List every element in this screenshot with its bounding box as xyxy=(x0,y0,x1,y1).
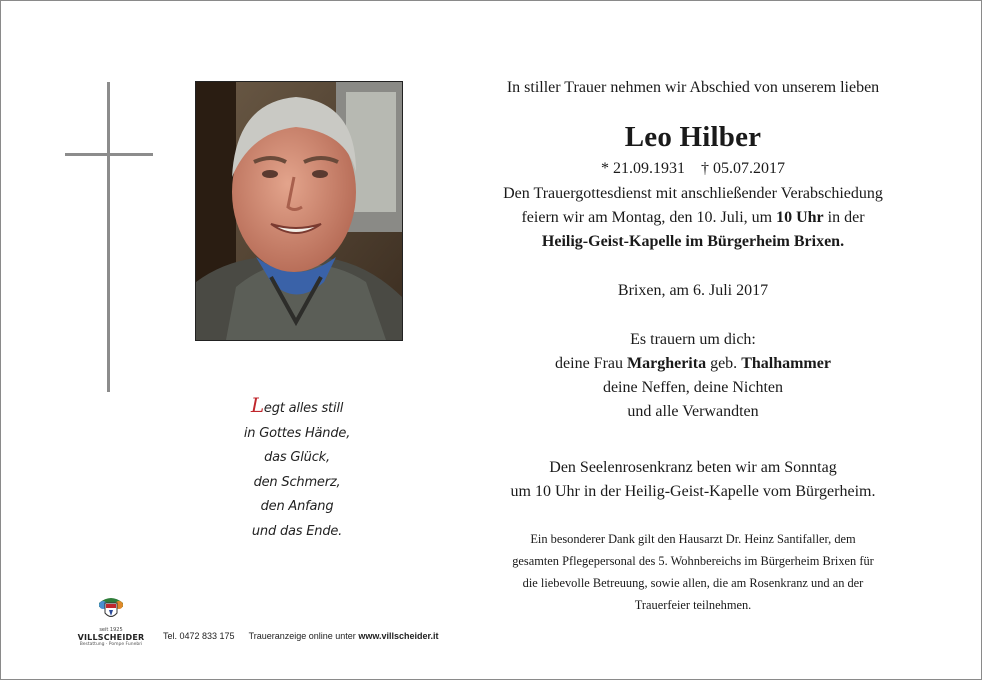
rosary-info xyxy=(453,456,933,504)
service-line: Den Trauergottesdienst mit anschließender Verabschiedung xyxy=(503,185,883,202)
villscheider-crest-icon xyxy=(93,593,129,621)
logo xyxy=(71,593,151,647)
phone: Tel. 0472 833 175 xyxy=(163,631,235,641)
service-time: 10 Uhr xyxy=(776,209,824,226)
portrait-photo xyxy=(195,81,403,341)
service-text: in der xyxy=(823,209,865,226)
death-date: † 05.07.2017 xyxy=(701,160,785,177)
mourner-line: und alle Verwandten xyxy=(627,403,759,420)
rosary-line: Den Seelenrosenkranz beten wir am Sonntag xyxy=(549,459,837,476)
service-text: feiern wir am Montag, den 10. Juli, um xyxy=(521,209,777,226)
service-line xyxy=(453,206,933,230)
service-location xyxy=(453,230,933,254)
thanks-note xyxy=(453,528,933,616)
poem xyxy=(197,393,397,545)
website-link[interactable]: www.villscheider.it xyxy=(358,631,439,641)
cross-icon-bar xyxy=(65,153,153,156)
thanks-line: gesamten Pflegepersonal des 5. Wohnbereichs im Bürgerheim Brixen für xyxy=(512,554,874,568)
place-date: Brixen, am 6. Juli 2017 xyxy=(617,282,769,299)
mourners xyxy=(453,328,933,424)
poem-line-text: egt alles still xyxy=(263,401,344,416)
thanks-line: Trauerfeier teilnehmen. xyxy=(634,598,752,612)
poem-line: und das Ende. xyxy=(251,523,343,539)
service-location-text: Heilig-Geist-Kapelle im Bürgerheim Brixen. xyxy=(541,233,845,250)
intro-text: In stiller Trauer nehmen wir Abschied von unserem lieben xyxy=(506,79,880,96)
online-label: Traueranzeige online unter xyxy=(248,631,359,641)
birth-date: * 21.09.1931 xyxy=(601,160,685,177)
thanks-line: Ein besonderer Dank gilt den Hausarzt Dr. Heinz Santifaller, dem xyxy=(530,532,856,546)
logo-tagline: Bestattung · Pompe Funebri xyxy=(79,642,143,647)
poem-line xyxy=(197,393,397,422)
footer xyxy=(71,593,471,653)
poem-initial: L xyxy=(250,393,264,417)
mourners-heading: Es trauern um dich: xyxy=(630,331,756,348)
wife-first-name: Margherita xyxy=(627,355,707,372)
wife-maiden-name: Thalhammer xyxy=(741,355,831,372)
logo-brand: VILLSCHEIDER xyxy=(77,633,145,642)
rosary-line: um 10 Uhr in der Heilig-Geist-Kapelle vom Bürgerheim. xyxy=(510,483,876,500)
mourner-line: deine Neffen, deine Nichten xyxy=(602,379,784,396)
contact-line xyxy=(163,631,439,641)
poem-line: den Anfang xyxy=(260,499,334,515)
cross-icon xyxy=(107,82,110,392)
mourner-text: geb. xyxy=(706,355,742,372)
thanks-line: die liebevolle Betreuung, sowie allen, die am Rosenkranz und an der xyxy=(522,576,864,590)
life-dates xyxy=(453,160,933,178)
mourner-line xyxy=(453,352,933,376)
deceased-name: Leo Hilber xyxy=(624,121,762,153)
poem-line: in Gottes Hände, xyxy=(243,425,351,441)
poem-line: das Glück, xyxy=(264,450,330,466)
logo-since: seit 1925 xyxy=(99,627,123,633)
service-info xyxy=(453,182,933,254)
mourner-text: deine Frau xyxy=(555,355,627,372)
poem-line: den Schmerz, xyxy=(253,474,341,490)
obituary-text xyxy=(453,77,933,616)
